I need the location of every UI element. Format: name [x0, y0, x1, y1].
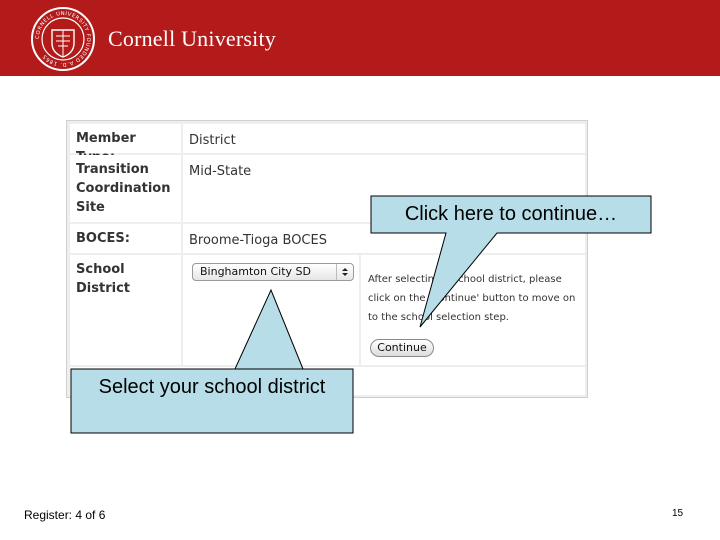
- member-type-label: Member: [70, 124, 181, 153]
- boces-label: BOCES:: [70, 224, 181, 253]
- continue-button[interactable]: Continue: [370, 339, 434, 357]
- page-number: 15: [672, 508, 684, 519]
- university-name: Cornell University: [108, 26, 276, 51]
- help-line-1: After selecting a school district, please: [368, 274, 562, 285]
- school-district-selected-value: Binghamton City SD: [200, 265, 312, 278]
- select-callout-shape: [71, 290, 353, 433]
- select-callout-text: Select your school district: [98, 376, 326, 398]
- coordination-site-value: Mid-State: [183, 155, 585, 222]
- slide-progress-label: Register: 4 of 6: [24, 508, 106, 522]
- help-line-3: to the school selection step.: [368, 312, 509, 323]
- seal-text: CORNELL UNIVERSITY FOUNDED A.D. 1865: [34, 10, 92, 68]
- continue-callout-text: Click here to continue…: [404, 203, 618, 225]
- coordination-site-label: Transition Coordination Site: [70, 155, 181, 222]
- boces-value: Broome-Tioga BOCES: [183, 224, 585, 253]
- help-line-2: click on the 'Continue' button to move on: [368, 293, 576, 304]
- member-type-value: District: [183, 124, 585, 153]
- school-district-label: School District: [70, 255, 181, 365]
